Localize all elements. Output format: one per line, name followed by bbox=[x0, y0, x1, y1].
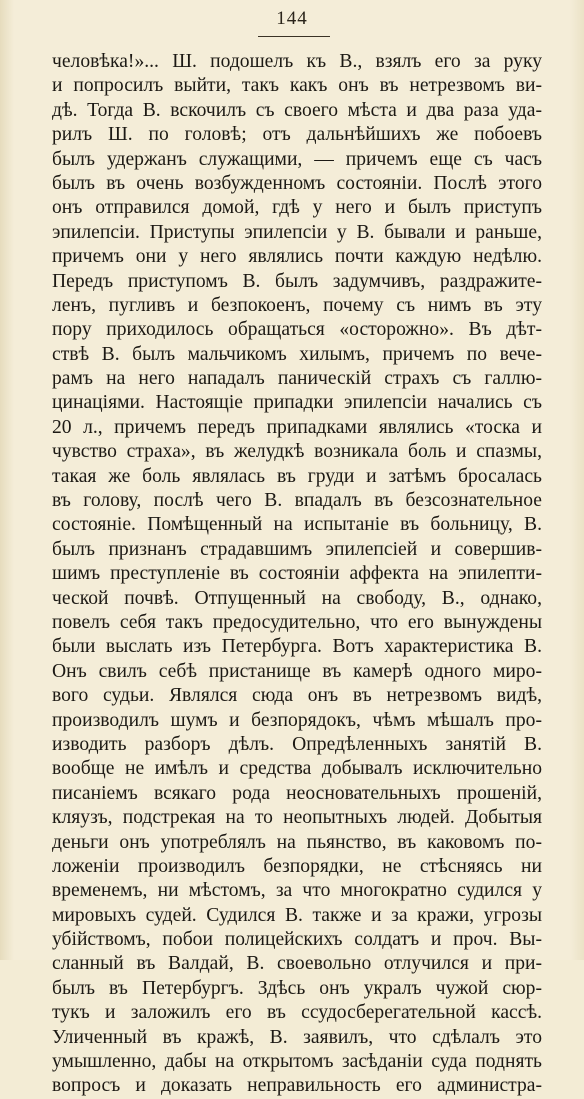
text-line: были выслать изъ Петербурга. Вотъ характеристика В. bbox=[52, 636, 542, 658]
text-line: цинаціями. Настоящіе припадки эпилепсіи начались съ bbox=[52, 392, 542, 414]
text-line: производилъ шумъ и безпорядокъ, чѣмъ мѣшалъ про- bbox=[52, 709, 542, 731]
text-line: чувство страха», въ желудкѣ возникала боль и спазмы, bbox=[52, 441, 542, 463]
text-line: онъ отправился домой, гдѣ у него и былъ приступъ bbox=[52, 197, 542, 219]
text-line: ложеніи производилъ безпорядки, не стѣсняясь ни bbox=[52, 855, 542, 877]
text-line: ческой почвѣ. Отпущенный на свободу, В., однако, bbox=[52, 587, 542, 609]
text-line: и попросилъ выйти, такъ какъ онъ въ нетрезвомъ ви- bbox=[52, 75, 542, 97]
text-line: убійствомъ, побои полицейскихъ солдатъ и проч. Вы- bbox=[52, 929, 542, 951]
header-rule bbox=[258, 36, 330, 37]
text-line: Онъ свилъ себѣ пристанище въ камерѣ одного миро- bbox=[52, 660, 542, 682]
text-line: состояніе. Помѣщенный на испытаніе въ больницу, В. bbox=[52, 514, 542, 536]
page-header bbox=[0, 8, 584, 30]
text-line: шимъ преступленіе въ состояніи аффекта на эпилепти- bbox=[52, 563, 542, 585]
text-line: Уличенный въ кражѣ, В. заявилъ, что сдѣлалъ это bbox=[52, 1026, 542, 1048]
text-line: деньги онъ употреблялъ на пьянство, въ каковомъ по- bbox=[52, 831, 542, 853]
text-line: изводить разборъ дѣлъ. Опредѣленныхъ занятій В. bbox=[52, 733, 542, 755]
text-line: сланный въ Валдай, В. своевольно отлучился и при- bbox=[52, 953, 542, 975]
text-line: былъ въ Петербургъ. Здѣсь онъ укралъ чужой сюр- bbox=[52, 977, 542, 999]
text-line: умышленно, дабы на открытомъ засѣданіи суда поднять bbox=[52, 1051, 542, 1073]
text-line: такая же боль являлась въ груди и затѣмъ бросалась bbox=[52, 465, 542, 487]
text-line: вообще не имѣлъ и средства добывалъ исключительно bbox=[52, 758, 542, 780]
text-line: былъ въ очень возбужденномъ состояніи. Послѣ этого bbox=[52, 172, 542, 194]
text-line: пору приходилось обращаться «осторожно». Въ дѣт- bbox=[52, 319, 542, 341]
text-line: 20 л., причемъ передъ припадками являлись «тоска и bbox=[52, 416, 542, 438]
text-line: повелъ себя такъ предосудительно, что его вынуждены bbox=[52, 611, 542, 633]
text-line: рамъ на него нападалъ паническій страхъ съ галлю- bbox=[52, 368, 542, 390]
text-line: ленъ, пугливъ и безпокоенъ, почему съ нимъ въ эту bbox=[52, 294, 542, 316]
text-line: эпилепсіи. Приступы эпилепсіи у В. бывали и раньше, bbox=[52, 221, 542, 243]
body-text bbox=[52, 50, 542, 1099]
page-number: 144 bbox=[276, 8, 308, 29]
text-line: мировыхъ судей. Судился В. также и за кражи, угрозы bbox=[52, 904, 542, 926]
text-line: былъ удержанъ служащими, — причемъ еще съ часъ bbox=[52, 148, 542, 170]
text-line: писаніемъ всякаго рода неосновательныхъ прошеній, bbox=[52, 782, 542, 804]
text-line: причемъ они у него являлись почти каждую недѣлю. bbox=[52, 246, 542, 268]
text-line: кляузъ, подстрекая на то неопытныхъ людей. Добытыя bbox=[52, 807, 542, 829]
text-line: былъ признанъ страдавшимъ эпилепсіей и совершив- bbox=[52, 538, 542, 560]
text-line: дѣ. Тогда В. вскочилъ съ своего мѣста и два раза уда- bbox=[52, 99, 542, 121]
text-line: рилъ Ш. по головѣ; отъ дальнѣйшихъ же побоевъ bbox=[52, 124, 542, 146]
text-line: вопросъ и доказать неправильность его администра- bbox=[52, 1075, 542, 1097]
text-line: Передъ приступомъ В. былъ задумчивъ, раздражите- bbox=[52, 270, 542, 292]
text-line: ствѣ В. былъ мальчикомъ хилымъ, причемъ по вече- bbox=[52, 343, 542, 365]
text-line: тукъ и заложилъ его въ ссудосберегательной кассѣ. bbox=[52, 1002, 542, 1024]
text-line: въ голову, послѣ чего В. впадалъ въ безсознательное bbox=[52, 490, 542, 512]
text-line: вого судьи. Являлся сюда онъ въ нетрезвомъ видѣ, bbox=[52, 685, 542, 707]
text-line: человѣка!»... Ш. подошелъ къ В., взялъ его за руку bbox=[52, 51, 542, 72]
text-line: временемъ, ни мѣстомъ, за что многократно судился у bbox=[52, 880, 542, 902]
